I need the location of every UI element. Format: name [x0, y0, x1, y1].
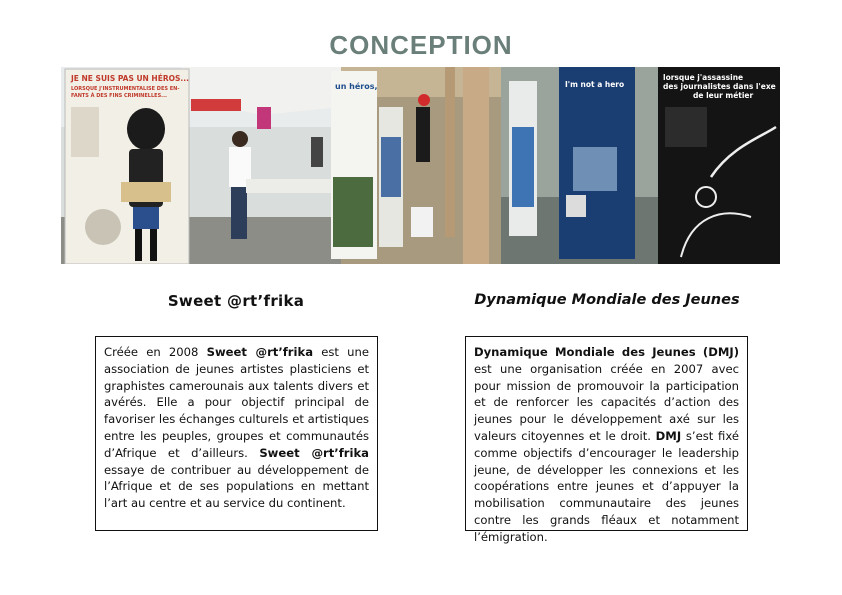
poster-left-line2: LORSQUE J'INSTRUMENTALISE DES EN-	[71, 86, 180, 92]
exhibition-photo-collage	[61, 67, 780, 264]
poster-notahero-line1: I'm not a hero	[565, 80, 625, 89]
exhibition-photo	[61, 67, 780, 264]
left-text-1: Créée en 2008	[104, 345, 207, 359]
left-text-3: essaye de contribuer au développement de l’Afrique et de ses populations en mettant l’art au centre et au service du continent.	[104, 462, 369, 511]
left-bold-2: Sweet @rt’frika	[259, 445, 369, 460]
sweet-artfrika-description	[95, 336, 378, 531]
left-text-2: est une association de jeunes artistes plasticiens et graphistes camerounais aux talents divers et avérés. Elle a pour objectif principal de favoriser les échanges culturels et artistiques entre les peuples, groupes et communautés d’Afrique et d’ailleurs.	[104, 345, 369, 460]
poster-left-line3: FANTS À DES FINS CRIMINELLES...	[71, 93, 167, 99]
poster-right-line2: des journalistes dans l'exe	[663, 82, 776, 91]
poster-hero-line1: un héros,	[335, 82, 378, 91]
poster-left-line1: JE NE SUIS PAS UN HÉROS...	[71, 74, 189, 83]
right-text-2: s’est fixé comme objectifs d’encourager le leadership jeune, de développer les connexions et les coopérations entre jeunes et d’appuyer la mobilisation communautaire des jeunes contre les grands fléaux et notamment l’émigration.	[474, 428, 739, 544]
sweet-artfrika-title: Sweet @rt’frika	[167, 292, 305, 310]
child-figure-icon	[127, 108, 165, 150]
right-bold-1: Dynamique Mondiale des Jeunes (DMJ)	[474, 345, 739, 359]
poster-right-line1: lorsque j'assassine	[663, 73, 744, 82]
right-bold-2: DMJ	[655, 428, 682, 443]
page-title: CONCEPTION	[329, 30, 513, 60]
right-text-1: est une organisation créée en 2007 avec pour mission de promouvoir la participation et de renforcer les capacités d’action des jeunes pour le développement axé sur les valeurs citoyennes et le droit.	[474, 361, 739, 443]
left-bold-1: Sweet @rt’frika	[206, 345, 314, 359]
dmj-description	[465, 336, 748, 544]
poster-right-line3: de leur métier	[693, 91, 754, 100]
dmj-title: Dynamique Mondiale des Jeunes	[474, 292, 740, 308]
